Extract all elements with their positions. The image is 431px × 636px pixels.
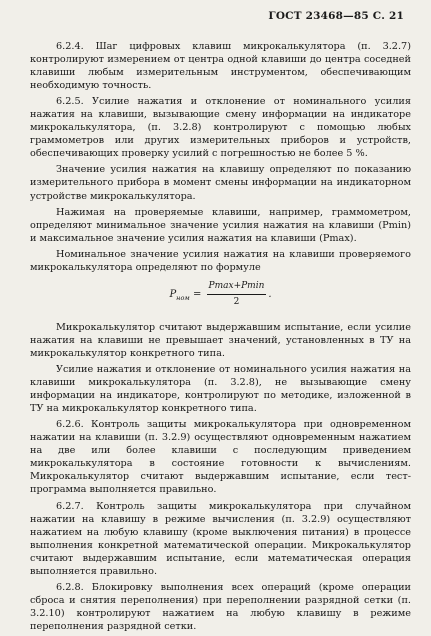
formula-numerator: Pmax+Pmin (207, 280, 267, 295)
paragraph-no-change: Усилие нажатия и отклонение от номинального усилия нажатия на клавиши микрокалькулятора (п. 3.2.8), не вызывающие смену информации на индикаторе, контролируют по методике, изложенной в ТУ на микрокалькулятор конкретного типа. (30, 364, 411, 415)
paragraph-6-2-7: 6.2.7. Контроль защиты микрокалькулятора при случайном нажатии на клавишу в режиме вычисления (п. 3.2.9) осуществляют нажатием на любую клавишу (кроме выключения питания) в процессе выполнения конкретной математической операции. Микрокалькулятор считают выдержавшим испытание, если математическая операция выполняется правильно. (30, 500, 411, 577)
formula-denominator: 2 (233, 296, 240, 307)
paragraph-6-2-6: 6.2.6. Контроль защиты микрокалькулятора при одновременном нажатии на клавиши (п. 3.2.9) осуществляют одновременным нажатием на две или более клавиши с последующим приведением микрокалькулятора в состояние готовности к вычислениям. Микрокалькулятор считают выдержавшим испытание, если тест-программа выполняется правильно. (30, 419, 411, 496)
standard-header: ГОСТ 23468—85 С. 21 (268, 10, 404, 22)
paragraph-6-2-8: 6.2.8. Блокировку выполнения всех операций (кроме операции сброса и снятия переполнения) при переполнении разрядной сетки (п. 3.2.10) контролируют нажатием на любую клавишу в режиме переполнения разрядной сетки. (30, 581, 411, 632)
paragraph-force-value: Значение усилия нажатия на клавишу определяют по показанию измерительного прибора в момент смены информации на индикаторном устройстве микрокалькулятора. (30, 164, 411, 202)
paragraph-min-max: Нажимая на проверяемые клавиши, например, граммометром, определяют минимальное значение усилия нажатия на клавиши (Pmin) и максимальное значение усилия нажатия на клавиши (Pmax). (30, 206, 411, 244)
formula-fraction (207, 280, 267, 309)
document-body (30, 40, 411, 636)
formula-lhs-sub: ном (176, 293, 190, 302)
paragraph-pass-criteria: Микрокалькулятор считают выдержавшим испытание, если усилие нажатия на клавиши не превышает значений, установленных в ТУ на микрокалькулятор конкретного типа. (30, 321, 411, 359)
nominal-force-formula: $P_{ном}$ = $\frac{Pmax+Pmin}{2}$ . (30, 280, 411, 309)
paragraph-nominal: Номинальное значение усилия нажатия на клавиши проверяемого микрокалькулятора определяют по формуле (30, 248, 411, 273)
paragraph-6-2-4: 6.2.4. Шаг цифровых клавиш микрокалькулятора (п. 3.2.7) контролируют измерением от центра одной клавиши до центра соседней клавиши любым измерительным инструментом, обеспечивающим необходимую точность. (30, 41, 411, 92)
paragraph-6-2-5: 6.2.5. Усилие нажатия и отклонение от номинального усилия нажатия на клавиши, вызывающие смену информации на индикаторе микрокалькулятора, (п. 3.2.8) контролируют с помощью любых граммометров или других измерительных приборов и устройств, обеспечивающих проверку усилий с погрешностью не более 5 %. (30, 96, 411, 160)
formula-lhs: P (169, 288, 177, 300)
